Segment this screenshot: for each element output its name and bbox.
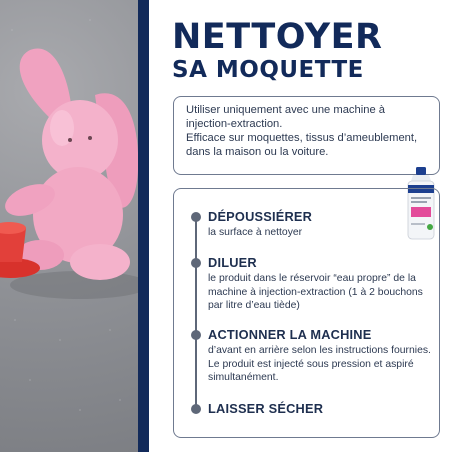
timeline-line	[195, 215, 197, 405]
pink-plush-bunny-icon	[0, 0, 138, 452]
step-2-bullet-icon	[191, 258, 201, 268]
step-4-heading: LAISSER SÉCHER	[208, 401, 324, 416]
step-1	[208, 209, 434, 240]
intro-line-1: Utiliser uniquement avec une machine à injection-extraction.	[186, 104, 385, 130]
title-line-2: SA MOQUETTE	[172, 57, 364, 83]
intro-box	[173, 96, 440, 175]
intro-line-2: Efficace sur moquettes, tissus d’ameublement, dans la maison ou la voiture.	[186, 132, 418, 158]
step-2	[208, 255, 434, 313]
step-4-bullet-icon	[191, 404, 201, 414]
step-3-text: d’avant en arrière selon les instructions fournies. Le produit est injecté sous pression et aspiré simultanément.	[208, 345, 431, 384]
step-3-bullet-icon	[191, 330, 201, 340]
step-1-text: la surface à nettoyer	[208, 227, 303, 238]
title-line-1: NETTOYER	[172, 17, 383, 57]
photo-panel	[0, 0, 138, 452]
step-2-heading: DILUER	[208, 255, 257, 270]
divider-stripe	[138, 0, 149, 452]
step-3-heading: ACTIONNER LA MACHINE	[208, 327, 372, 342]
step-3	[208, 327, 434, 385]
step-1-bullet-icon	[191, 212, 201, 222]
steps-box	[173, 188, 440, 438]
step-1-heading: DÉPOUSSIÉRER	[208, 209, 313, 224]
step-2-text: le produit dans le réservoir “eau propre” de la machine à injection-extraction (1 à 2 bouchons par litre d’eau tiède)	[208, 273, 423, 312]
step-4	[208, 401, 434, 416]
page-title	[172, 18, 442, 84]
